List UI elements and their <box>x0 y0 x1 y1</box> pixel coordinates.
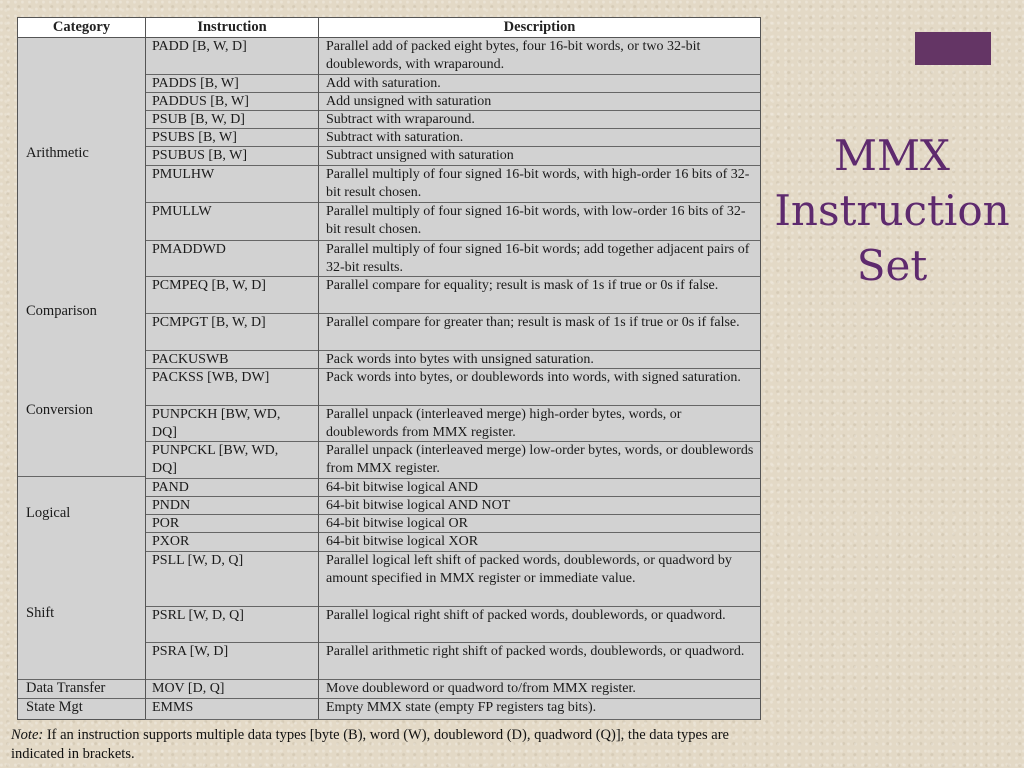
category-divider <box>18 679 145 680</box>
instruction-cell: PUNPCKL [BW, WD, DQ] <box>152 443 279 476</box>
note-label: Note: <box>11 727 44 743</box>
table-row <box>145 146 760 166</box>
instruction-cell: PSUBS [B, W] <box>152 130 237 145</box>
header-instruction: Instruction <box>146 18 318 38</box>
instruction-cell: PSRA [W, D] <box>152 644 229 659</box>
category-divider <box>18 698 145 699</box>
table-row <box>145 276 760 314</box>
table-row <box>145 405 760 442</box>
instruction-cell: PMULLW <box>152 204 212 219</box>
slide-title <box>772 128 1012 293</box>
column-divider <box>145 18 146 719</box>
instruction-cell: PADDUS [B, W] <box>152 94 249 109</box>
description-cell: 64-bit bitwise logical AND NOT <box>326 498 511 513</box>
table-row <box>145 313 760 351</box>
table-row <box>145 92 760 111</box>
slide-title-line: Set <box>856 241 928 290</box>
table-row <box>145 350 760 369</box>
description-cell: 64-bit bitwise logical OR <box>326 516 468 531</box>
description-cell: Add with saturation. <box>326 76 441 91</box>
instruction-cell: MOV [D, Q] <box>152 681 225 696</box>
header-category: Category <box>18 18 145 38</box>
column-divider <box>318 18 319 719</box>
instruction-cell: PCMPGT [B, W, D] <box>152 315 266 330</box>
description-cell: Parallel multiply of four signed 16-bit words; add together adjacent pairs of 32-bit results. <box>326 242 750 275</box>
instruction-cell: PUNPCKH [BW, WD, DQ] <box>152 407 281 440</box>
description-cell: Parallel logical left shift of packed words, doublewords, or quadword by amount specified in MMX register or immediate value. <box>326 553 732 586</box>
slide-title-line: Instruction <box>774 186 1010 235</box>
description-cell: 64-bit bitwise logical XOR <box>326 534 479 549</box>
table-row <box>145 37 760 75</box>
table-row <box>145 110 760 129</box>
description-cell: Subtract unsigned with saturation <box>326 148 514 163</box>
instruction-cell: PXOR <box>152 534 190 549</box>
table-row <box>145 165 760 203</box>
instruction-cell: PSLL [W, D, Q] <box>152 553 244 568</box>
category-divider <box>18 476 145 477</box>
description-cell: Parallel multiply of four signed 16-bit words, with low-order 16 bits of 32-bit result chosen. <box>326 204 746 237</box>
table-row <box>145 74 760 93</box>
instruction-cell: PSUBUS [B, W] <box>152 148 248 163</box>
instruction-cell: PAND <box>152 480 189 495</box>
table-row <box>145 532 760 552</box>
table-row <box>145 496 760 515</box>
instruction-cell: EMMS <box>152 700 194 715</box>
description-cell: Pack words into bytes with unsigned saturation. <box>326 352 594 367</box>
table-row <box>145 679 760 699</box>
table-row <box>145 514 760 533</box>
footnote <box>11 726 771 764</box>
table-row <box>145 478 760 497</box>
table-row <box>145 368 760 406</box>
description-cell: Add unsigned with saturation <box>326 94 492 109</box>
instruction-cell: PSRL [W, D, Q] <box>152 608 244 623</box>
category-label: Logical <box>26 505 71 521</box>
description-cell: Parallel unpack (interleaved merge) high-order bytes, words, or doublewords from MMX register. <box>326 407 682 440</box>
description-cell: Parallel unpack (interleaved merge) low-order bytes, words, or doublewords from MMX register. <box>326 443 754 476</box>
category-label: Shift <box>26 605 55 621</box>
description-cell: Parallel compare for greater than; result is mask of 1s if true or 0s if false. <box>326 315 740 330</box>
instruction-cell: PACKUSWB <box>152 352 229 367</box>
category-label: Arithmetic <box>26 145 89 161</box>
table-row <box>145 240 760 277</box>
description-cell: Empty MMX state (empty FP registers tag bits). <box>326 700 597 715</box>
slide-title-line: MMX <box>834 131 950 180</box>
instruction-cell: PACKSS [WB, DW] <box>152 370 270 385</box>
header-description: Description <box>319 18 760 38</box>
table-row <box>145 441 760 479</box>
category-label: Data Transfer <box>26 680 106 696</box>
description-cell: Parallel compare for equality; result is mask of 1s if true or 0s if false. <box>326 278 719 293</box>
description-cell: Pack words into bytes, or doublewords into words, with signed saturation. <box>326 370 741 385</box>
description-cell: Parallel add of packed eight bytes, four 16-bit words, or two 32-bit doublewords, with wraparound. <box>326 39 701 72</box>
instruction-cell: PNDN <box>152 498 191 513</box>
category-label: State Mgt <box>26 699 83 715</box>
description-cell: Subtract with saturation. <box>326 130 464 145</box>
instruction-cell: PADDS [B, W] <box>152 76 239 91</box>
description-cell: Parallel arithmetic right shift of packed words, doublewords, or quadword. <box>326 644 745 659</box>
description-cell: Parallel multiply of four signed 16-bit words, with high-order 16 bits of 32-bit result chosen. <box>326 167 750 200</box>
instruction-cell: POR <box>152 516 180 531</box>
category-label: Comparison <box>26 303 97 319</box>
category-label: Conversion <box>26 402 93 418</box>
table-row <box>145 128 760 147</box>
instruction-cell: PSUB [B, W, D] <box>152 112 245 127</box>
table-row <box>145 698 760 720</box>
accent-box <box>915 32 991 65</box>
mmx-instruction-table <box>17 17 761 720</box>
note-text: If an instruction supports multiple data types [byte (B), word (W), doubleword (D), quadword (Q)], the data types are indicated in brackets. <box>11 727 729 762</box>
instruction-cell: PADD [B, W, D] <box>152 39 247 54</box>
description-cell: Parallel logical right shift of packed words, doublewords, or quadword. <box>326 608 726 623</box>
table-row <box>145 642 760 680</box>
table-row <box>145 606 760 643</box>
description-cell: Move doubleword or quadword to/from MMX register. <box>326 681 636 696</box>
instruction-cell: PMADDWD <box>152 242 226 257</box>
table-row <box>145 202 760 241</box>
instruction-cell: PMULHW <box>152 167 215 182</box>
description-cell: Subtract with wraparound. <box>326 112 475 127</box>
instruction-cell: PCMPEQ [B, W, D] <box>152 278 266 293</box>
description-cell: 64-bit bitwise logical AND <box>326 480 479 495</box>
table-row <box>145 551 760 607</box>
